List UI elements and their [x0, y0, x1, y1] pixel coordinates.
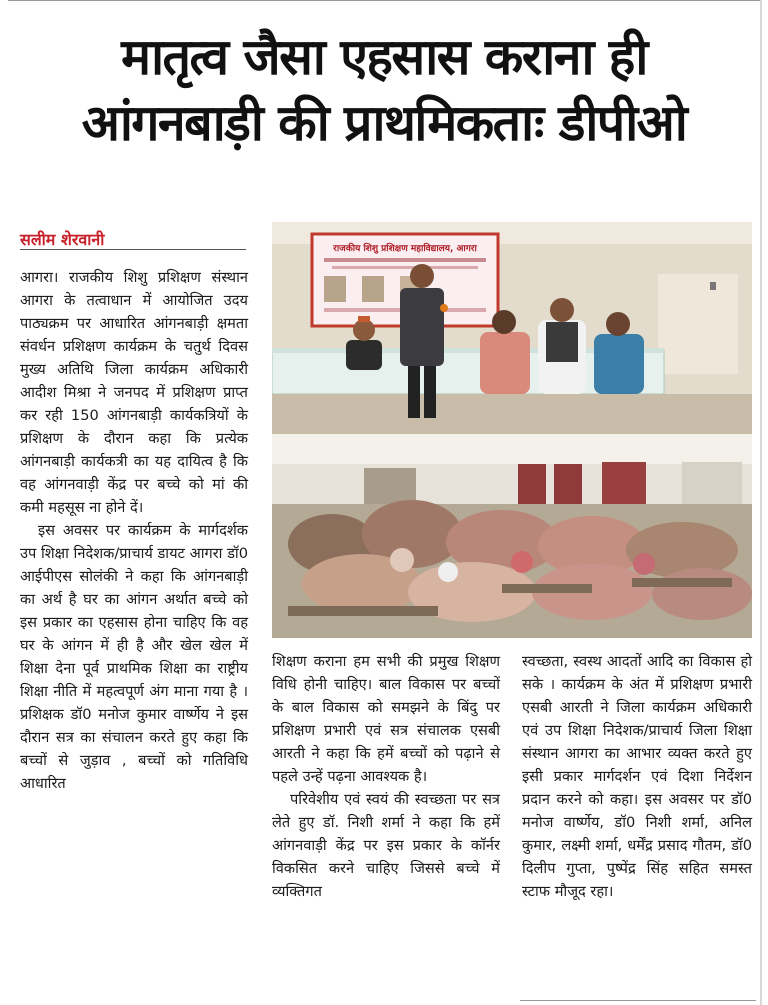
audience-photo-image — [272, 434, 752, 638]
headline — [14, 24, 754, 156]
bench — [502, 584, 592, 593]
stage-photo-image — [272, 222, 752, 434]
paragraph: शिक्षण कराना हम सभी की प्रमुख शिक्षण विधि होनी चाहिए। बाल विकास पर बच्चों के बाल विकास को समझने के बिंदु पर प्रशिक्षण प्रभारी एवं सत्र संचालक एसबी आरती ने कहा कि हमें बच्चों को पढ़ाने से पहले उन्हें पढ़ना आवश्यक है। — [272, 653, 500, 785]
paragraph: इस अवसर पर कार्यक्रम के मार्गदर्शक उप शिक्षा निदेशक/प्राचार्य डायट आगरा डॉ0 आईपीएस सोलंकी ने कहा कि आंगनबाड़ी का अर्थ है घर का आंगन अर्थात बच्चे को इस प्रकार का एहसास होना चाहिए कि वह घर के आंगन में ही है और खेल खेल में शिक्षा देना पूर्व प्राथमिक शिक्षा का राष्ट्रीय शिक्षा नीति में महत्वपूर्ण अंग माना गया है । प्रशिक्षक डॉ0 मनोज कुमार वार्ष्णेय ने इस दौरान सत्र का संचालन करते हुए कहा कि बच्चों से जुड़ाव , बच्चों को गतिविधि आधारित — [20, 522, 248, 792]
top-rule — [8, 0, 760, 14]
paragraph: आगरा। राजकीय शिशु प्रशिक्षण संस्थान आगरा के तत्वाधान में आयोजित उदय पाठ्यक्रम पर आधारित आंगनबाड़ी क्षमता संवर्धन प्रशिक्षण कार्यक्रम के चतुर्थ दिवस मुख्य अतिथि जिला कार्यक्रम अधिकारी आदीश मिश्रा ने जनपद में प्रशिक्षण प्राप्त कर रही 150 आंगनबाड़ी कार्यकत्रियों के प्रशिक्षण के दौरान कहा कि प्रत्येक आंगनबाड़ी कार्यकत्री का यह दायित्व है कि वह आंगनवाड़ी केंद्र पर बच्चे को मां की कमी महसूस ना होने दें। — [20, 269, 248, 516]
bottom-rule — [520, 1000, 756, 1001]
bench — [632, 578, 732, 587]
paragraph: परिवेशीय एवं स्वयं की स्वच्छता पर सत्र लेते हुए डॉ. निशी शर्मा ने कहा कि हमें आंगनवाड़ी केंद्र पर इस प्रकार के कॉर्नर विकसित करने चाहिए जिससे बच्चे में व्यक्तिगत — [272, 791, 500, 900]
bench — [288, 606, 438, 616]
article-column-1 — [20, 266, 248, 795]
audience-photo — [272, 434, 752, 638]
article-column-3 — [522, 650, 752, 903]
headline-line-2: आंगनबाड़ी की प्राथमिकताः डीपीओ — [81, 94, 687, 152]
headline-line-1: मातृत्व जैसा एहसास कराना ही — [121, 28, 647, 86]
column-divider — [760, 0, 762, 1005]
article-column-2 — [272, 650, 500, 903]
stage-photo — [272, 222, 752, 434]
banner-title: राजकीय शिशु प्रशिक्षण महाविद्यालय, आगरा — [333, 244, 477, 254]
byline: सलीम शेरवानी — [20, 228, 246, 250]
paragraph: स्वच्छता, स्वस्थ आदतों आदि का विकास हो सके । कार्यक्रम के अंत में प्रशिक्षण प्रभारी एसबी आरती ने जिला कार्यक्रम अधिकारी एवं उप शिक्षा निदेशक/प्राचार्य जिला शिक्षा संस्थान आगरा का आभार व्यक्त करते हुए इसी प्रकार मार्गदर्शन एवं दिशा निर्देशन प्रदान करने को कहा। इस अवसर पर डॉ0 मनोज वार्ष्णेय, डॉ0 निशी शर्मा, अनिल कुमार, लक्ष्मी शर्मा, धर्मेंद्र प्रसाद गौतम, डॉ0 दिलीप गुप्ता, पुष्पेंद्र सिंह सहित समस्त स्टाफ मौजूद रहा। — [522, 653, 752, 900]
